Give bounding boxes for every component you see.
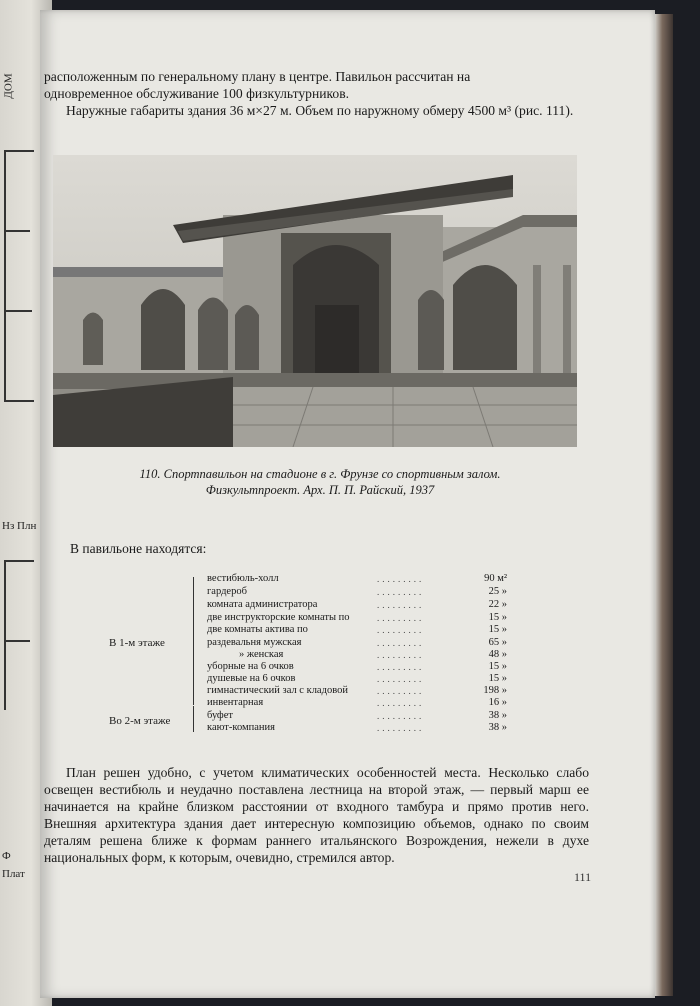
room-area: 16 » bbox=[488, 697, 507, 708]
room-name: комната администратора bbox=[207, 599, 318, 610]
leader-dots: ......... bbox=[377, 662, 425, 672]
room-name: раздевальня мужская bbox=[207, 637, 302, 648]
list-item bbox=[207, 697, 507, 709]
list-item bbox=[207, 599, 507, 611]
room-name: вестибюль-холл bbox=[207, 573, 279, 584]
list-item bbox=[207, 649, 507, 661]
leader-dots: ......... bbox=[377, 600, 425, 610]
room-area: 15 » bbox=[488, 612, 507, 623]
list-item bbox=[207, 673, 507, 685]
room-area: 38 » bbox=[488, 722, 507, 733]
left-page-text-2: Нз Плн bbox=[2, 520, 37, 532]
leader-dots: ......... bbox=[377, 638, 425, 648]
room-name: гимнастический зал с кладовой bbox=[207, 685, 348, 696]
room-area: 22 » bbox=[488, 599, 507, 610]
left-page-plan-line bbox=[4, 150, 6, 400]
left-page-plan-line bbox=[4, 310, 32, 312]
leader-dots: ......... bbox=[377, 698, 425, 708]
room-area: 15 » bbox=[488, 624, 507, 635]
list-item bbox=[207, 661, 507, 673]
leader-dots: ......... bbox=[377, 613, 425, 623]
room-name: уборные на 6 очков bbox=[207, 661, 294, 672]
leader-dots: ......... bbox=[377, 625, 425, 635]
list-item bbox=[207, 573, 507, 585]
text-paragraph: Наружные габариты здания 36 м×27 м. Объем по наружному обмеру 4500 м³ (рис. 111). bbox=[66, 103, 574, 118]
room-area: 48 » bbox=[488, 649, 507, 660]
room-area: 25 » bbox=[488, 586, 507, 597]
list-item bbox=[207, 722, 507, 734]
room-name: гардероб bbox=[207, 586, 247, 597]
book-page-edges bbox=[655, 14, 673, 996]
list-item bbox=[207, 624, 507, 636]
room-name: душевые на 6 очков bbox=[207, 673, 296, 684]
list-intro: В павильоне находятся: bbox=[70, 541, 207, 556]
list-item bbox=[207, 637, 507, 649]
floor-2-label: Во 2-м этаже bbox=[109, 715, 171, 727]
room-name: инвентарная bbox=[207, 697, 264, 708]
room-area: 38 » bbox=[488, 710, 507, 721]
page-number: 111 bbox=[574, 870, 592, 884]
list-item bbox=[207, 612, 507, 624]
text-line: расположенным по генеральному плану в центре. Павильон рассчитан на bbox=[44, 69, 471, 84]
caption-line: Физкультпроект. Арх. П. П. Райский, 1937 bbox=[205, 483, 435, 497]
left-page-text-3: Ф bbox=[2, 850, 11, 862]
bottom-paragraph: План решен удобно, с учетом климатических особенностей места. Несколько слабо освещен вестибюль и неудачно поставлена лестница на второй этаж, — первый марш ее начинается на крайне близком расстоянии от входного тамбура и прямо против него. Внешняя архитектура здания дает интересную композицию объемов, однако по своим деталям решена ближе к формам раннего итальянского Возрождения, нежели в духе национальных форм, к которым, очевидно, стремился автор. bbox=[44, 765, 589, 865]
left-page-plan-line bbox=[4, 560, 6, 710]
list-item bbox=[207, 586, 507, 598]
list-item bbox=[207, 710, 507, 722]
leader-dots: ......... bbox=[377, 686, 425, 696]
leader-dots: ......... bbox=[377, 574, 425, 584]
left-page-plan-line bbox=[4, 230, 30, 232]
list-item bbox=[207, 685, 507, 697]
left-page-plan-line bbox=[4, 640, 30, 642]
leader-dots: ......... bbox=[377, 587, 425, 597]
room-area: 15 » bbox=[488, 661, 507, 672]
room-area: 65 » bbox=[488, 637, 507, 648]
room-name: буфет bbox=[207, 710, 233, 721]
left-page-text-1: ДОМ bbox=[2, 73, 15, 99]
floor-1-brace bbox=[193, 577, 200, 705]
left-page-plan-line bbox=[4, 560, 34, 562]
leader-dots: ......... bbox=[377, 723, 425, 733]
figure-caption bbox=[50, 466, 590, 498]
leader-dots: ......... bbox=[377, 674, 425, 684]
room-name: » женская bbox=[239, 649, 284, 660]
top-paragraph bbox=[44, 68, 589, 119]
caption-line: 110. Спортпавильон на стадионе в г. Фрунзе со спортивным залом. bbox=[139, 467, 501, 481]
leader-dots: ......... bbox=[377, 711, 425, 721]
room-area: 90 м² bbox=[484, 573, 507, 584]
leader-dots: ......... bbox=[377, 650, 425, 660]
pavilion-photograph bbox=[53, 155, 577, 447]
left-page-text-4: Плат bbox=[2, 868, 25, 880]
room-area: 15 » bbox=[488, 673, 507, 684]
pavilion-illustration bbox=[53, 155, 577, 447]
floor-2-brace bbox=[193, 706, 200, 732]
room-name: две инструкторские комнаты по bbox=[207, 612, 350, 623]
left-page-plan-line bbox=[4, 400, 34, 402]
room-name: две комнаты актива по bbox=[207, 624, 308, 635]
floor-1-label: В 1-м этаже bbox=[109, 637, 165, 649]
text-line: одновременное обслуживание 100 физкультурников. bbox=[44, 86, 350, 101]
left-page-plan-line bbox=[4, 150, 34, 152]
room-name: кают-компания bbox=[207, 722, 276, 733]
room-area: 198 » bbox=[483, 685, 507, 696]
